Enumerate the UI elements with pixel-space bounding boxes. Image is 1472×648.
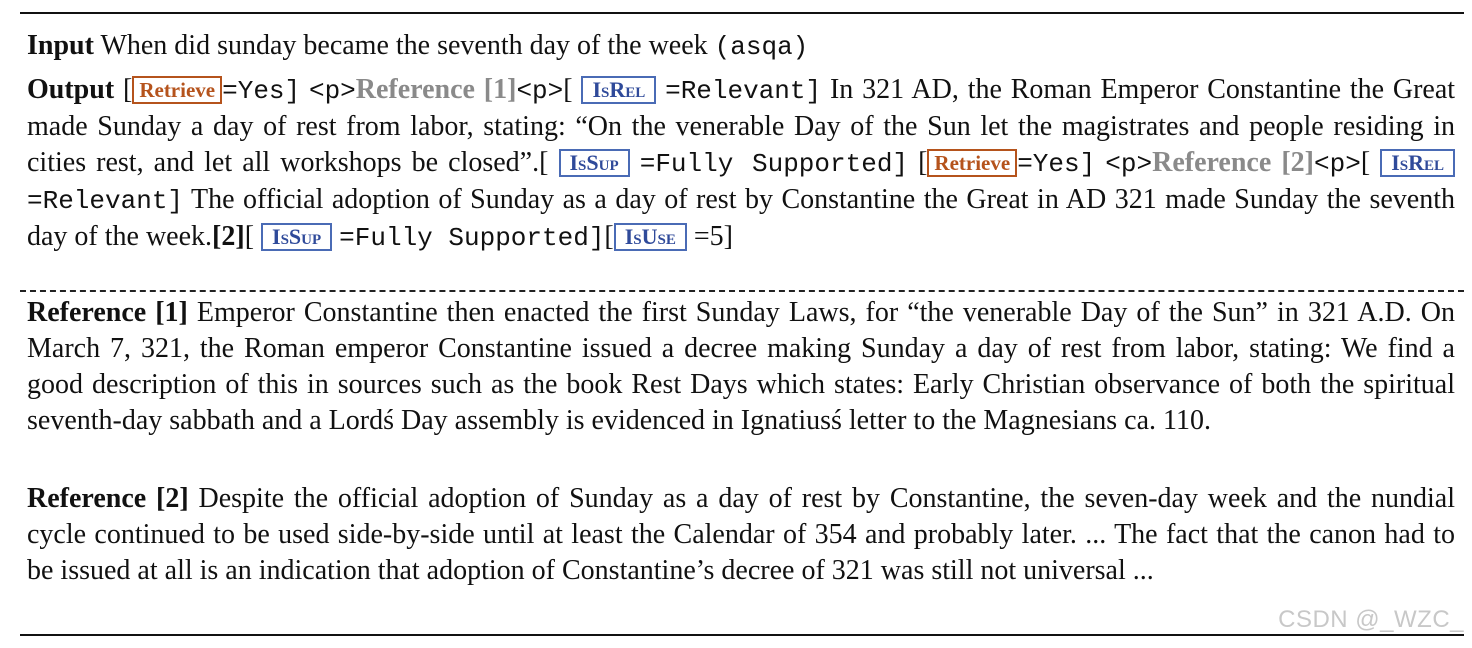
paragraph-tag: <p> [1314,149,1361,179]
output-segment-2: The official adoption of Sunday as a day of rest by Constantine the Great in AD 321 made Sunday the seventh day of the week. [27,184,1455,252]
retrieve-token: Retrieve [927,149,1017,177]
top-rule [20,12,1464,14]
retrieve-token: Retrieve [132,76,222,104]
isrel-value: =Relevant] [665,76,822,106]
reference-1-text: Emperor Constantine then enacted the first Sunday Laws, for “the venerable Day of the Sun” in 321 A.D. On March 7, 321, the Roman emperor Constantine issued a decree making Sunday a day of rest from labor, stating: We find a good description of this in sources such as the book Rest Days which states: Early Christian observance of both the spiritual seventh-day sabbath and a Lordś Day assembly is evidenced in Ignatiusś letter to the Magnesians ca. 110. [27,297,1455,436]
output-label: Output [27,74,115,105]
reference-1-inline: Reference [1] [355,74,517,105]
citation-marker: [2] [212,221,245,252]
issup-value: =Fully Supported] [639,149,909,179]
isuse-token: IsUse [614,223,687,251]
paragraph-tag: <p> [308,76,356,106]
input-label: Input [27,30,94,61]
isrel-value: =Relevant] [27,186,184,216]
bottom-rule [20,634,1464,636]
reference-2-paragraph [27,481,1455,589]
retrieve-value: =Yes] [1017,149,1096,179]
reference-1-paragraph [27,295,1455,439]
dataset-name: (asqa) [714,32,809,62]
reference-2-inline: Reference [2] [1152,147,1315,178]
dashed-divider [20,290,1464,292]
watermark: CSDN @_WZC_ [1278,606,1464,633]
issup-token: IsSup [261,223,332,251]
output-segment-1: In 321 AD, the Roman Emperor Constantine the Great made Sunday a day of rest from labor, stating: “On the venerable Day of the Sun let the magistrates and people residing in cities rest, and let all workshops be closed”. [27,74,1456,178]
paragraph-tag: <p> [516,76,564,106]
reference-2-text: Despite the official adoption of Sunday as a day of rest by Constantine, the seven-day week and the nundial cycle continued to be used side-by-side until at least the Calendar of 354 and probably later. ... The fact that the canon had to be issued at all is an indication that adoption of Constantine’s decree of 321 was still not universal ... [27,483,1456,586]
reference-2-label: Reference [2] [27,483,189,514]
isrel-token: IsRel [1380,149,1455,177]
isuse-value: =5] [693,221,734,252]
reference-1-label: Reference [1] [27,297,188,328]
input-question: When did sunday became the seventh day of the week [100,30,708,61]
isrel-token: IsRel [581,76,656,104]
issup-value: =Fully Supported] [339,223,605,253]
issup-token: IsSup [559,149,630,177]
retrieve-value: =Yes] [222,76,301,106]
output-row: Output [ Retrieve =Yes] <p>Reference [1]<p>[ IsRel =Relevant] In 321 AD, the Roman Emperor Constantine the Great made Sunday a day of rest from labor, stating: “On the venerable Day of the Sun let the magistrates and people residing in cities rest, and let all workshops be closed”.[ IsSup =Fully Supported] [ Retrieve =Yes] <p>Reference [2]<p>[ IsRel =Relevant] The official adoption of Sunday as a day of rest by Constantine the Great in AD 321 made Sunday the seventh day of the week.[2][ IsSup =Fully Supported][ IsUse =5] [27,74,1456,253]
input-row [27,28,1455,65]
paragraph-tag: <p> [1105,149,1153,179]
